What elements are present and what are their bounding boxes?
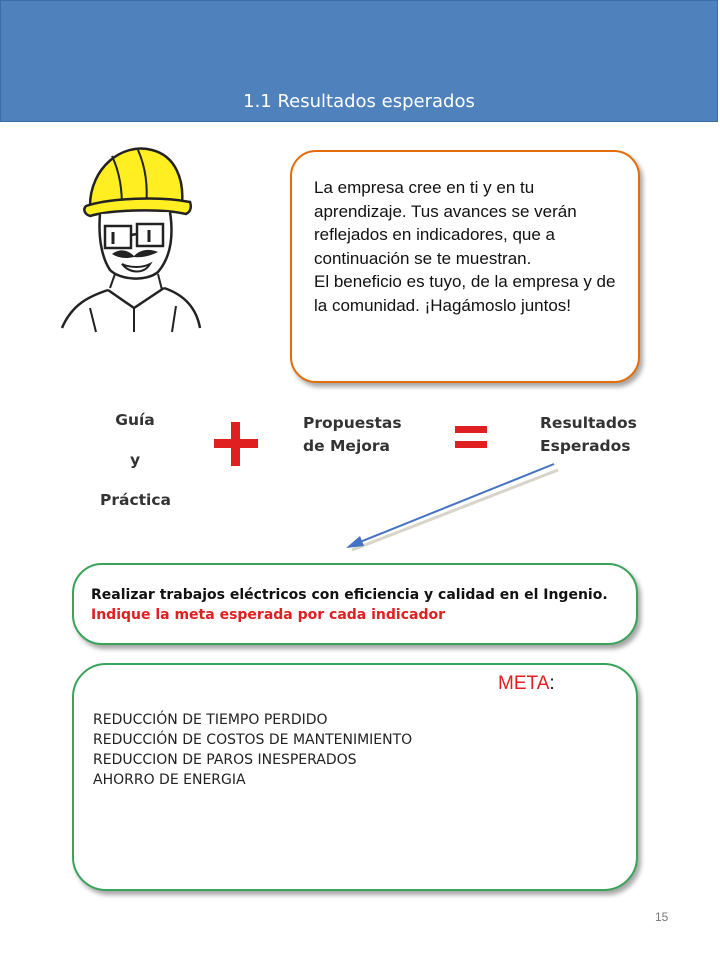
propuestas-label: [303, 412, 402, 458]
header-banner: [0, 0, 718, 122]
y-text: y: [129, 451, 141, 469]
plus-sign: [212, 420, 260, 468]
practica-text: Práctica: [100, 491, 172, 509]
indicator-list: [93, 710, 412, 790]
guia-text: Guía: [115, 411, 155, 429]
objective-text: Realizar trabajos eléctricos con eficiencia y calidad en el Ingenio.: [91, 587, 608, 603]
guia-practica-label: [100, 400, 170, 520]
list-item: REDUCCIÓN DE TIEMPO PERDIDO: [93, 712, 328, 728]
propuestas-text: Propuestas: [303, 414, 402, 432]
meta-word: META: [498, 673, 550, 694]
objective-box: [72, 563, 638, 645]
de-mejora-text: de Mejora: [303, 437, 391, 455]
meta-colon: :: [549, 673, 555, 694]
meta-label: [498, 673, 555, 695]
equals-sign: [455, 424, 487, 450]
bubble-paragraph-1: La empresa cree en ti y en tu aprendizaje. Tus avances se verán reflejados en indicadores, que a continuación se te muestran.: [314, 178, 577, 268]
bubble-paragraph-2: El beneficio es tuyo, de la empresa y de la comunidad. ¡Hagámoslo juntos!: [314, 272, 616, 315]
page-title: 1.1 Resultados esperados: [243, 91, 475, 112]
worker-illustration: [50, 128, 210, 333]
instruction-text: Indique la meta esperada por cada indicador: [91, 607, 445, 623]
list-item: REDUCCIÓN DE COSTOS DE MANTENIMIENTO: [93, 732, 413, 748]
resultados-text: Resultados: [540, 414, 637, 432]
list-item: REDUCCION DE PAROS INESPERADOS: [93, 752, 357, 768]
esperados-text: Esperados: [540, 437, 631, 455]
message-bubble: [290, 150, 640, 383]
list-item: AHORRO DE ENERGIA: [93, 772, 246, 788]
arrow-connector: [340, 460, 560, 555]
page-number: 15: [655, 910, 669, 924]
resultados-label: [540, 412, 637, 458]
